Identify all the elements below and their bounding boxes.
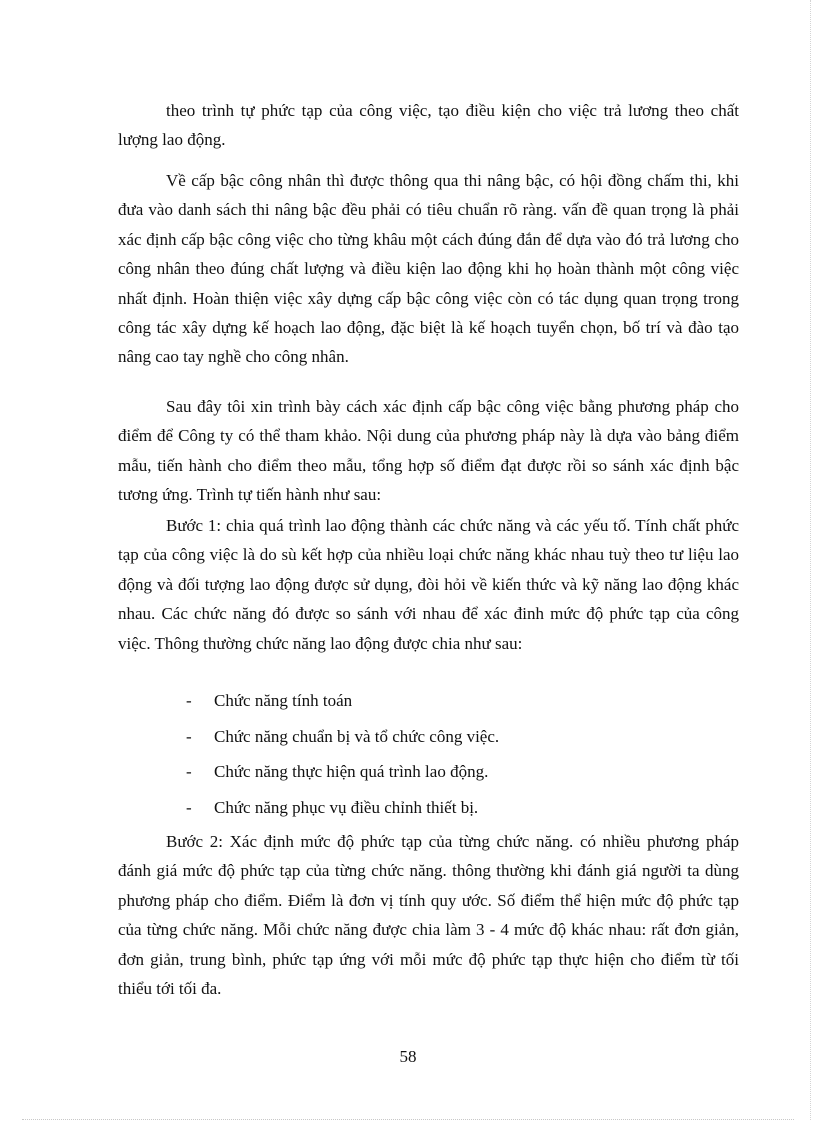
- list-item: [186, 722, 499, 758]
- bullet-dash: -: [186, 797, 192, 817]
- list-item: [186, 757, 499, 793]
- paragraph-continuation: theo trình tự phức tạp của công việc, tạo điều kiện cho việc trả lương theo chất lượng lao động.: [118, 101, 739, 150]
- list-item: [186, 686, 499, 722]
- list-item-text: Chức năng thực hiện quá trình lao động.: [214, 762, 489, 781]
- paragraph-step-1: Bước 1: chia quá trình lao động thành các chức năng và các yếu tố. Tính chất phức tạp của công việc là do sù kết hợp của nhiều loại chức năng khác nhau tuỳ theo tư liệu lao động và đối tượng lao động được sử dụng, đòi hỏi về kiến thức và kỹ năng lao động khác nhau. Các chức năng đó được so sánh với nhau để xác đinh mức độ phức tạp của công việc. Thông thường chức năng lao động được chia như sau:: [118, 516, 739, 653]
- list-item: [186, 793, 499, 829]
- bullet-dash: -: [186, 726, 192, 746]
- page-bottom-border: [22, 1119, 794, 1120]
- list-item-text: Chức năng chuẩn bị và tổ chức công việc.: [214, 726, 500, 746]
- paragraph-worker-grade: Về cấp bậc công nhân thì được thông qua thi nâng bậc, có hội đồng chấm thi, khi đưa vào danh sách thi nâng bậc đều phải có tiêu chuẩn rõ ràng. vấn đề quan trọng là phải xác định cấp bậc công việc cho từng khâu một cách đúng đắn để dựa vào đó trả lương cho công nhân theo đúng chất lượng và điều kiện lao động khi họ hoàn thành một công việc nhất định. Hoàn thiện việc xây dựng cấp bậc công việc còn có tác dụng quan trọng trong công tác xây dựng kế hoạch lao động, đặc biệt là kế hoạch tuyển chọn, bố trí và đào tạo nâng cao tay nghề cho công nhân.: [118, 171, 739, 367]
- paragraph-scoring-method: Sau đây tôi xin trình bày cách xác định cấp bậc công việc bằng phương pháp cho điểm để Công ty có thể tham khảo. Nội dung của phương pháp này là dựa vào bảng điểm mẫu, tiến hành cho điểm theo mẫu, tổng hợp số điểm đạt được rồi so sánh xác định bậc tương ứng. Trình tự tiến hành như sau:: [118, 397, 739, 505]
- list-item-text: Chức năng tính toán: [214, 691, 353, 710]
- bullet-dash: -: [186, 691, 192, 710]
- page-right-border: [810, 0, 811, 1120]
- function-list: [186, 686, 499, 828]
- paragraph-step-2: Bước 2: Xác định mức độ phức tạp của từng chức năng. có nhiều phương pháp đánh giá mức độ phức tạp của từng chức năng. thông thường khi đánh giá người ta dùng phương pháp cho điểm. Điểm là đơn vị tính quy ước. Số điểm thể hiện mức độ phức tạp của từng chức năng. Mỗi chức năng được chia làm 3 - 4 mức độ khác nhau: rất đơn giản, đơn giản, trung bình, phức tạp ứng với mỗi mức độ phức tạp thực hiện cho điểm từ tối thiểu tới tối đa.: [118, 832, 739, 999]
- bullet-dash: -: [186, 762, 192, 781]
- page-number: 58: [399, 1047, 417, 1066]
- list-item-text: Chức năng phục vụ điều chỉnh thiết bị.: [214, 797, 479, 817]
